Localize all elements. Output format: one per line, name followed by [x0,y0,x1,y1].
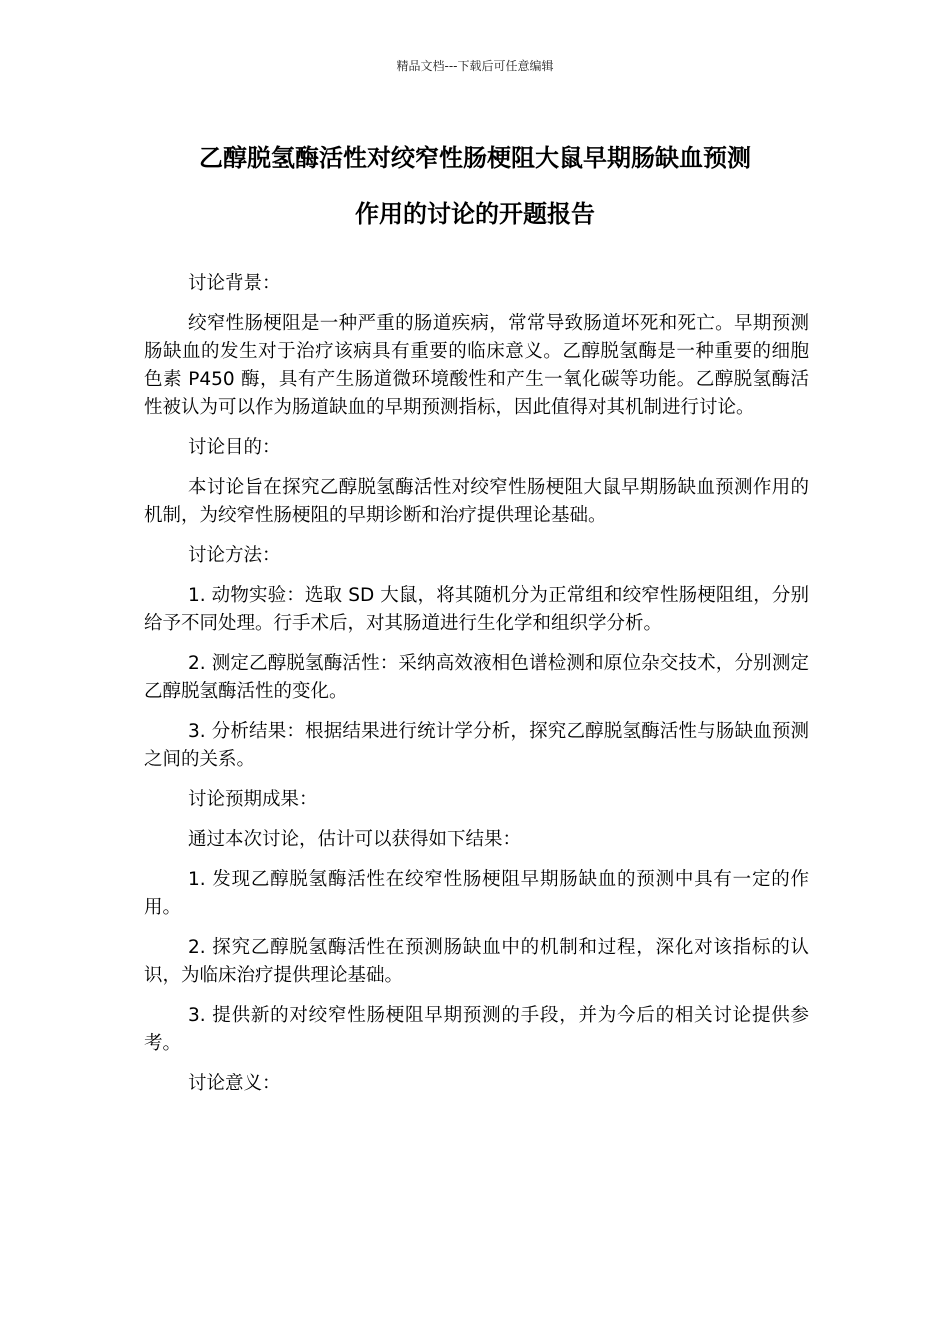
paragraph-background: 绞窄性肠梗阻是一种严重的肠道疾病，常常导致肠道坏死和死亡。早期预测肠缺血的发生对于治疗该病具有重要的临床意义。乙醇脱氢酶是一种重要的细胞色素 P450 酶，具有产生肠道微环境酸性和产生一氧化碳等功能。乙醇脱氢酶活性被认为可以作为肠道缺血的早期预测指标，因此值得对其机制进行讨论。 [144,313,809,418]
paragraph-purpose: 本讨论旨在探究乙醇脱氢酶活性对绞窄性肠梗阻大鼠早期肠缺血预测作用的机制，为绞窄性肠梗阻的早期诊断和治疗提供理论基础。 [144,477,809,526]
result-item-1: 1. 发现乙醇脱氢酶活性在绞窄性肠梗阻早期肠缺血的预测中具有一定的作用。 [144,869,809,918]
section-heading-methods: 讨论方法： [188,545,281,566]
section-heading-significance: 讨论意义： [188,1073,281,1094]
method-item-3: 3. 分析结果：根据结果进行统计学分析，探究乙醇脱氢酶活性与肠缺血预测之间的关系。 [144,721,809,770]
result-item-3: 3. 提供新的对绞窄性肠梗阻早期预测的手段，并为今后的相关讨论提供参考。 [144,1005,809,1054]
method-item-1: 1. 动物实验：选取 SD 大鼠，将其随机分为正常组和绞窄性肠梗阻组，分别给予不同处理。行手术后，对其肠道进行生化学和组织学分析。 [144,585,809,634]
paragraph-expected-intro: 通过本次讨论，估计可以获得如下结果： [188,829,522,850]
document-body [144,270,809,1110]
result-item-2: 2. 探究乙醇脱氢酶活性在预测肠缺血中的机制和过程，深化对该指标的认识，为临床治疗提供理论基础。 [144,937,809,986]
document-title [130,130,820,242]
section-heading-background: 讨论背景： [188,273,281,294]
title-line-1: 乙醇脱氢酶活性对绞窄性肠梗阻大鼠早期肠缺血预测 [199,144,751,172]
title-line-2: 作用的讨论的开题报告 [355,200,595,228]
section-heading-expected-results: 讨论预期成果： [188,789,318,810]
header-note: 精品文档---下载后可任意编辑 [396,59,554,73]
method-item-2: 2. 测定乙醇脱氢酶活性：采纳高效液相色谱检测和原位杂交技术，分别测定乙醇脱氢酶活性的变化。 [144,653,809,702]
section-heading-purpose: 讨论目的： [188,437,281,458]
